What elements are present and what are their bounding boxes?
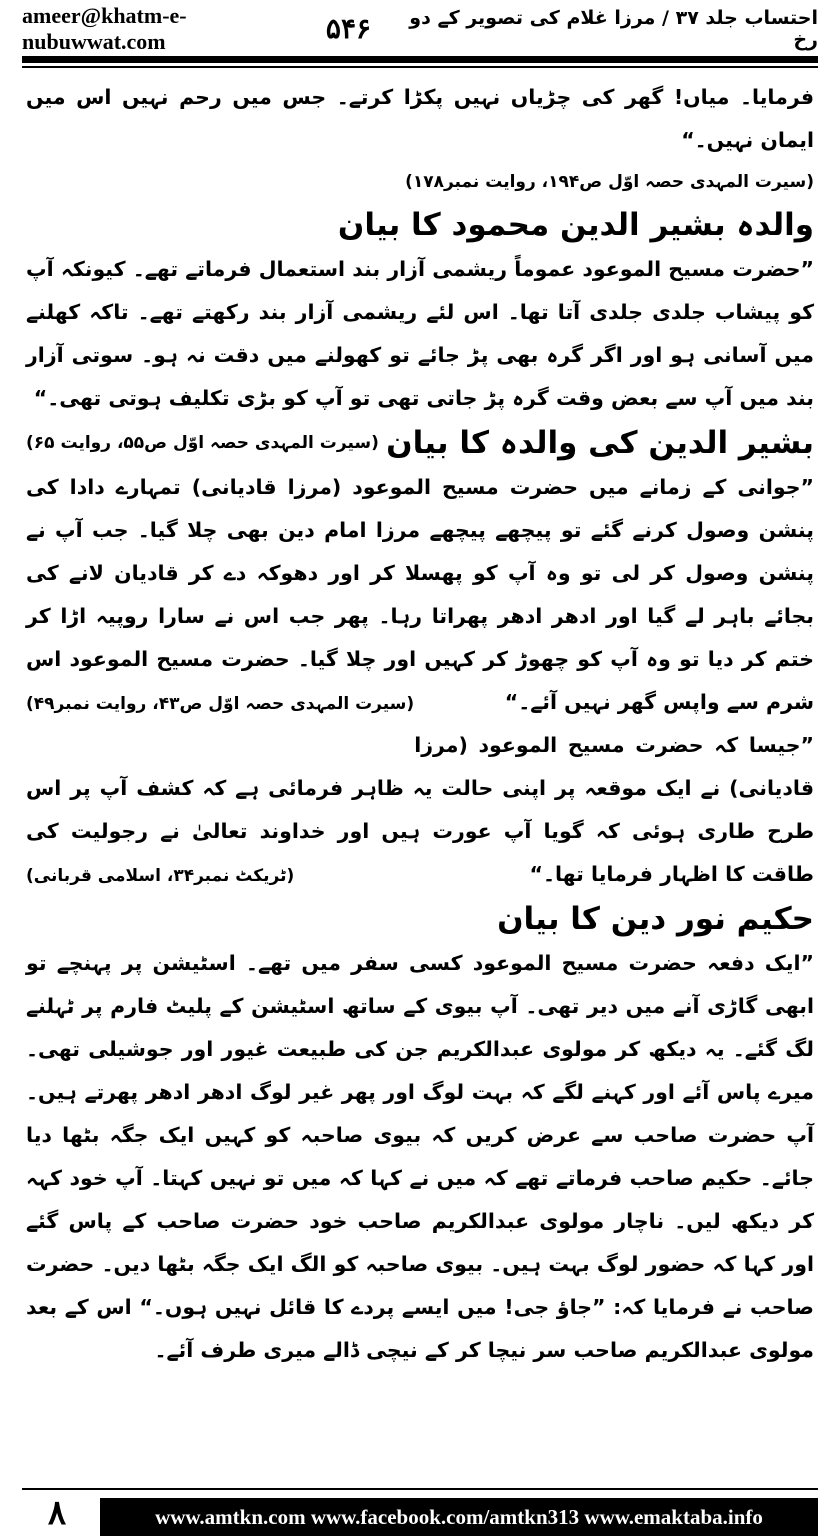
reference-1: (سیرت المہدی حصہ اوّل ص۱۹۴، روایت نمبر۱۷۸) <box>405 172 814 192</box>
footer-rule <box>22 1488 818 1490</box>
header-email[interactable]: ameer@khatm-e-nubuwwat.com <box>22 3 187 54</box>
reference-4: (ٹریکٹ نمبر۳۴، اسلامی قربانی) <box>26 866 295 886</box>
paragraph-4-text: ”جیسا کہ حضرت مسیح الموعود (مرزا قادیانی) نے ایک موقعہ پر اپنی حالت یہ ظاہر فرمائی ہے کہ کشف آپ پر اس طرح طاری ہوئی کہ گویا آپ عورت ہیں اور خداوند تعالیٰ نے رجولیت کی طاقت کا اظہار فرمایا تھا۔“ <box>26 733 814 886</box>
header-title-group <box>326 7 818 51</box>
footer-page-number: ۸ <box>47 1495 67 1532</box>
footer-links[interactable]: www.amtkn.com www.facebook.com/amtkn313 www.emaktaba.info <box>100 1498 818 1536</box>
paragraph-1: فرمایا۔ میاں! گھر کی چڑیاں نہیں پکڑا کرتے۔ جس میں رحم نہیں اس میں ایمان نہیں۔“ <box>26 85 814 152</box>
paragraph-5: ”ایک دفعہ حضرت مسیح الموعود کسی سفر میں تھے۔ اسٹیشن پر پہنچے تو ابھی گاڑی آنے میں دیر تھی۔ آپ بیوی کے ساتھ اسٹیشن کے پلیٹ فارم پر ٹہلنے لگ گئے۔ یہ دیکھ کر مولوی عبدالکریم جن کی طبیعت غیور اور جوشیلی تھی۔ میرے پاس آئے اور کہنے لگے کہ بہت لوگ اور پھر غیر لوگ ادھر ادھر پھرتے ہیں۔ آپ حضرت صاحب سے عرض کریں کہ بیوی صاحبہ کو کہیں ایک جگہ بٹھا دیا جائے۔ حکیم صاحب فرماتے تھے کہ میں نے کہا کہ میں تو نہیں کہتا۔ آپ خود کہہ کر دیکھ لیں۔ ناچار مولوی عبدالکریم صاحب خود حضرت صاحب کے پاس گئے اور کہا کہ حضور لوگ بہت ہیں۔ بیوی صاحبہ کو الگ ایک جگہ بٹھا دیں۔ حضرت صاحب نے فرمایا کہ: ”جاؤ جی! میں ایسے پردے کا قائل نہیں ہوں۔“ اس کے بعد مولوی عبدالکریم صاحب سر نیچا کر کے نیچی ڈالے میری طرف آئے۔ <box>26 951 814 1362</box>
reference-3: (سیرت المہدی حصہ اوّل ص۴۳، روایت نمبر۴۹) <box>26 694 415 714</box>
page-content <box>26 76 814 1372</box>
header-rule-thin <box>22 66 818 68</box>
paragraph-3 <box>26 466 814 724</box>
page-header <box>22 3 818 54</box>
heading-2: بشیر الدین کی والدہ کا بیان <box>386 425 814 461</box>
page-footer <box>22 1492 818 1536</box>
paragraph-4 <box>26 724 814 896</box>
header-rule-thick <box>22 56 818 63</box>
heading-3: حکیم نور دین کا بیان <box>497 901 814 937</box>
reference-2: (سیرت المہدی حصہ اوّل ص۵۵، روایت ۶۵) <box>26 433 379 453</box>
paragraph-3-text: ”جوانی کے زمانے میں حضرت مسیح الموعود (مرزا قادیانی) تمہارے دادا کی پنشن وصول کرنے گئے تو پیچھے پیچھے مرزا امام دین بھی چلا گیا۔ جب آپ نے پنشن وصول کر لی تو وہ آپ کو پھسلا کر اور دھوکہ دے کر قادیان لانے کی بجائے باہر لے گیا اور ادھر ادھر پھراتا رہا۔ پھر جب اس نے سارا روپیہ اڑا کر ختم کر دیا تو وہ آپ کو چھوڑ کر کہیں اور چلا گیا۔ حضرت مسیح الموعود اس شرم سے واپس گھر نہیں آئے۔“ <box>26 475 814 714</box>
paragraph-2-text: ”حضرت مسیح الموعود عموماً ریشمی آزار بند استعمال فرماتے تھے۔ کیونکہ آپ کو پیشاب جلدی جلدی آتا تھا۔ اس لئے ریشمی آزار بند رکھتے تھے۔ تاکہ کھلنے میں آسانی ہو اور اگر گرہ بھی پڑ جائے تو کھولنے میں دقت نہ ہو۔ سوتی آزار بند میں آپ سے بعض وقت گرہ پڑ جاتی تھی تو آپ کو بڑی تکلیف ہوتی تھی۔“ <box>26 257 814 410</box>
header-title: احتساب جلد ۳۷ / مرزا غلام کی تصویر کے دو رخ <box>409 7 818 51</box>
heading-1: والدہ بشیر الدین محمود کا بیان <box>337 207 814 243</box>
header-page-number: ۵۴۶ <box>325 14 372 45</box>
